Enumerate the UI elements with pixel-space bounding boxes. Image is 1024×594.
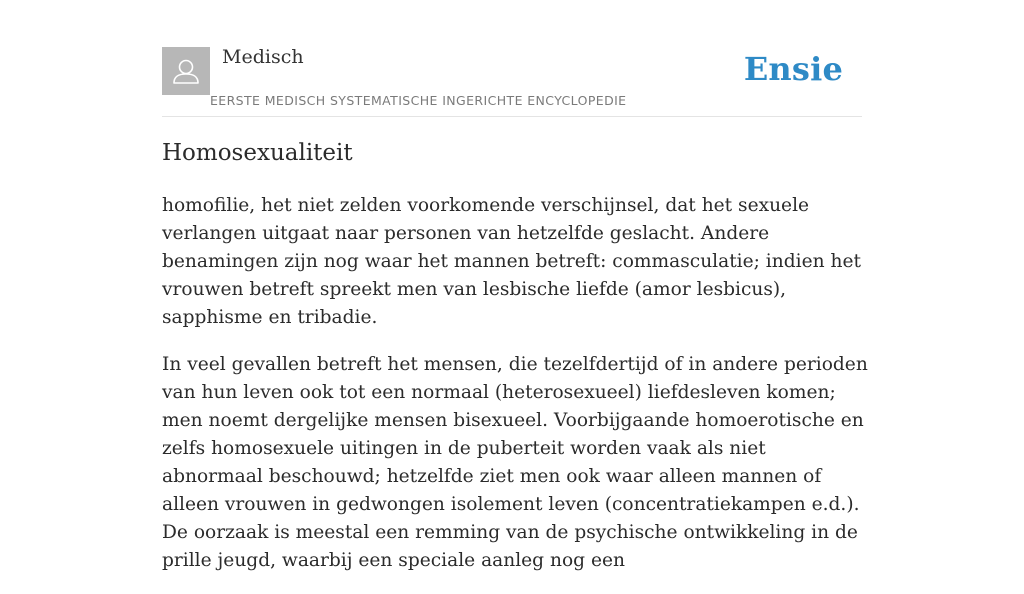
encyclopedia-subtitle: EERSTE MEDISCH SYSTEMATISCHE INGERICHTE ENCYCLOPEDIE	[210, 93, 627, 108]
header	[162, 0, 862, 117]
page-title: Homosexualiteit	[162, 140, 353, 166]
user-avatar-icon[interactable]	[162, 47, 210, 95]
author-name[interactable]: Medisch	[222, 46, 304, 68]
article-body	[162, 192, 868, 594]
article-paragraph: homofilie, het niet zelden voorkomende verschijnsel, dat het sexuele verlangen uitgaat naar personen van hetzelfde geslacht. Andere benamingen zijn nog waar het mannen betreft: commasculatie; indien het vrouwen betreft spreekt men van lesbische liefde (amor lesbicus), sapphisme en tribadie.	[162, 195, 861, 328]
ensie-logo[interactable]: Ensie	[743, 50, 843, 88]
article-paragraph: In veel gevallen betreft het mensen, die tezelfdertijd of in andere perioden van hun leven ook tot een normaal (heterosexueel) liefdesleven komen; men noemt dergelijke mensen bisexueel. Voorbijgaande homoerotische en zelfs homosexuele uitingen in de puberteit worden vaak als niet abnormaal beschouwd; hetzelfde ziet men ook waar alleen mannen of alleen vrouwen in gedwongen isolement leven (concentratiekampen e.d.). De oorzaak is meestal een remming van de psychische ontwikkeling in de prille jeugd, waarbij een speciale aanleg nog een	[162, 354, 868, 571]
page-container	[162, 0, 868, 571]
